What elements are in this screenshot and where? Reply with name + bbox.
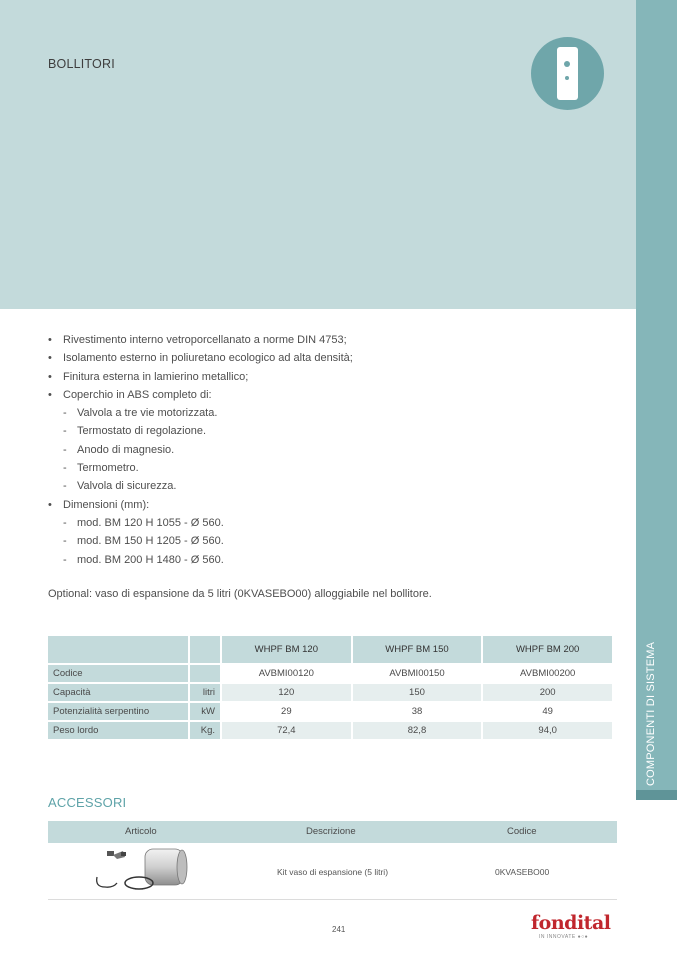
table-row: Peso lordo Kg. 72,4 82,8 94,0	[48, 722, 612, 739]
logo-tagline: IN INNOVATE ●○●	[539, 934, 589, 940]
optional-note: Optional: vaso di espansione da 5 litri (0KVASEBO00) alloggiabile nel bollitore.	[48, 588, 432, 600]
fondital-logo	[531, 912, 611, 940]
logo-wordmark: fondital	[531, 912, 611, 934]
accessory-description: Kit vaso di espansione (5 litri)	[277, 867, 389, 877]
column-header: WHPF BM 120	[222, 636, 351, 663]
table-header-row	[48, 636, 612, 663]
column-header: Descrizione	[306, 826, 356, 837]
table-row: Codice AVBMI00120 AVBMI00150 AVBMI00200	[48, 665, 612, 682]
accessory-code: 0KVASEBO00	[495, 867, 550, 877]
technical-table	[46, 634, 614, 741]
table-row: Potenzialità serpentino kW 29 38 49	[48, 703, 612, 720]
side-tab-label: COMPONENTI DI SISTEMA	[645, 641, 657, 786]
accessory-row	[48, 843, 617, 900]
accessories-header	[48, 821, 617, 843]
column-header: Codice	[507, 826, 537, 837]
table-row: Capacità litri 120 150 200	[48, 684, 612, 701]
accessories-title: ACCESSORI	[48, 795, 127, 810]
page-title: BOLLITORI	[48, 57, 115, 71]
side-tab	[636, 0, 677, 958]
column-header: Articolo	[125, 826, 157, 837]
boiler-icon	[557, 47, 578, 100]
hero-image-area	[0, 0, 636, 309]
category-badge	[531, 37, 604, 110]
column-header: WHPF BM 150	[353, 636, 482, 663]
expansion-vessel-kit-image	[93, 843, 193, 897]
page-number: 241	[332, 925, 346, 934]
column-header: WHPF BM 200	[483, 636, 612, 663]
